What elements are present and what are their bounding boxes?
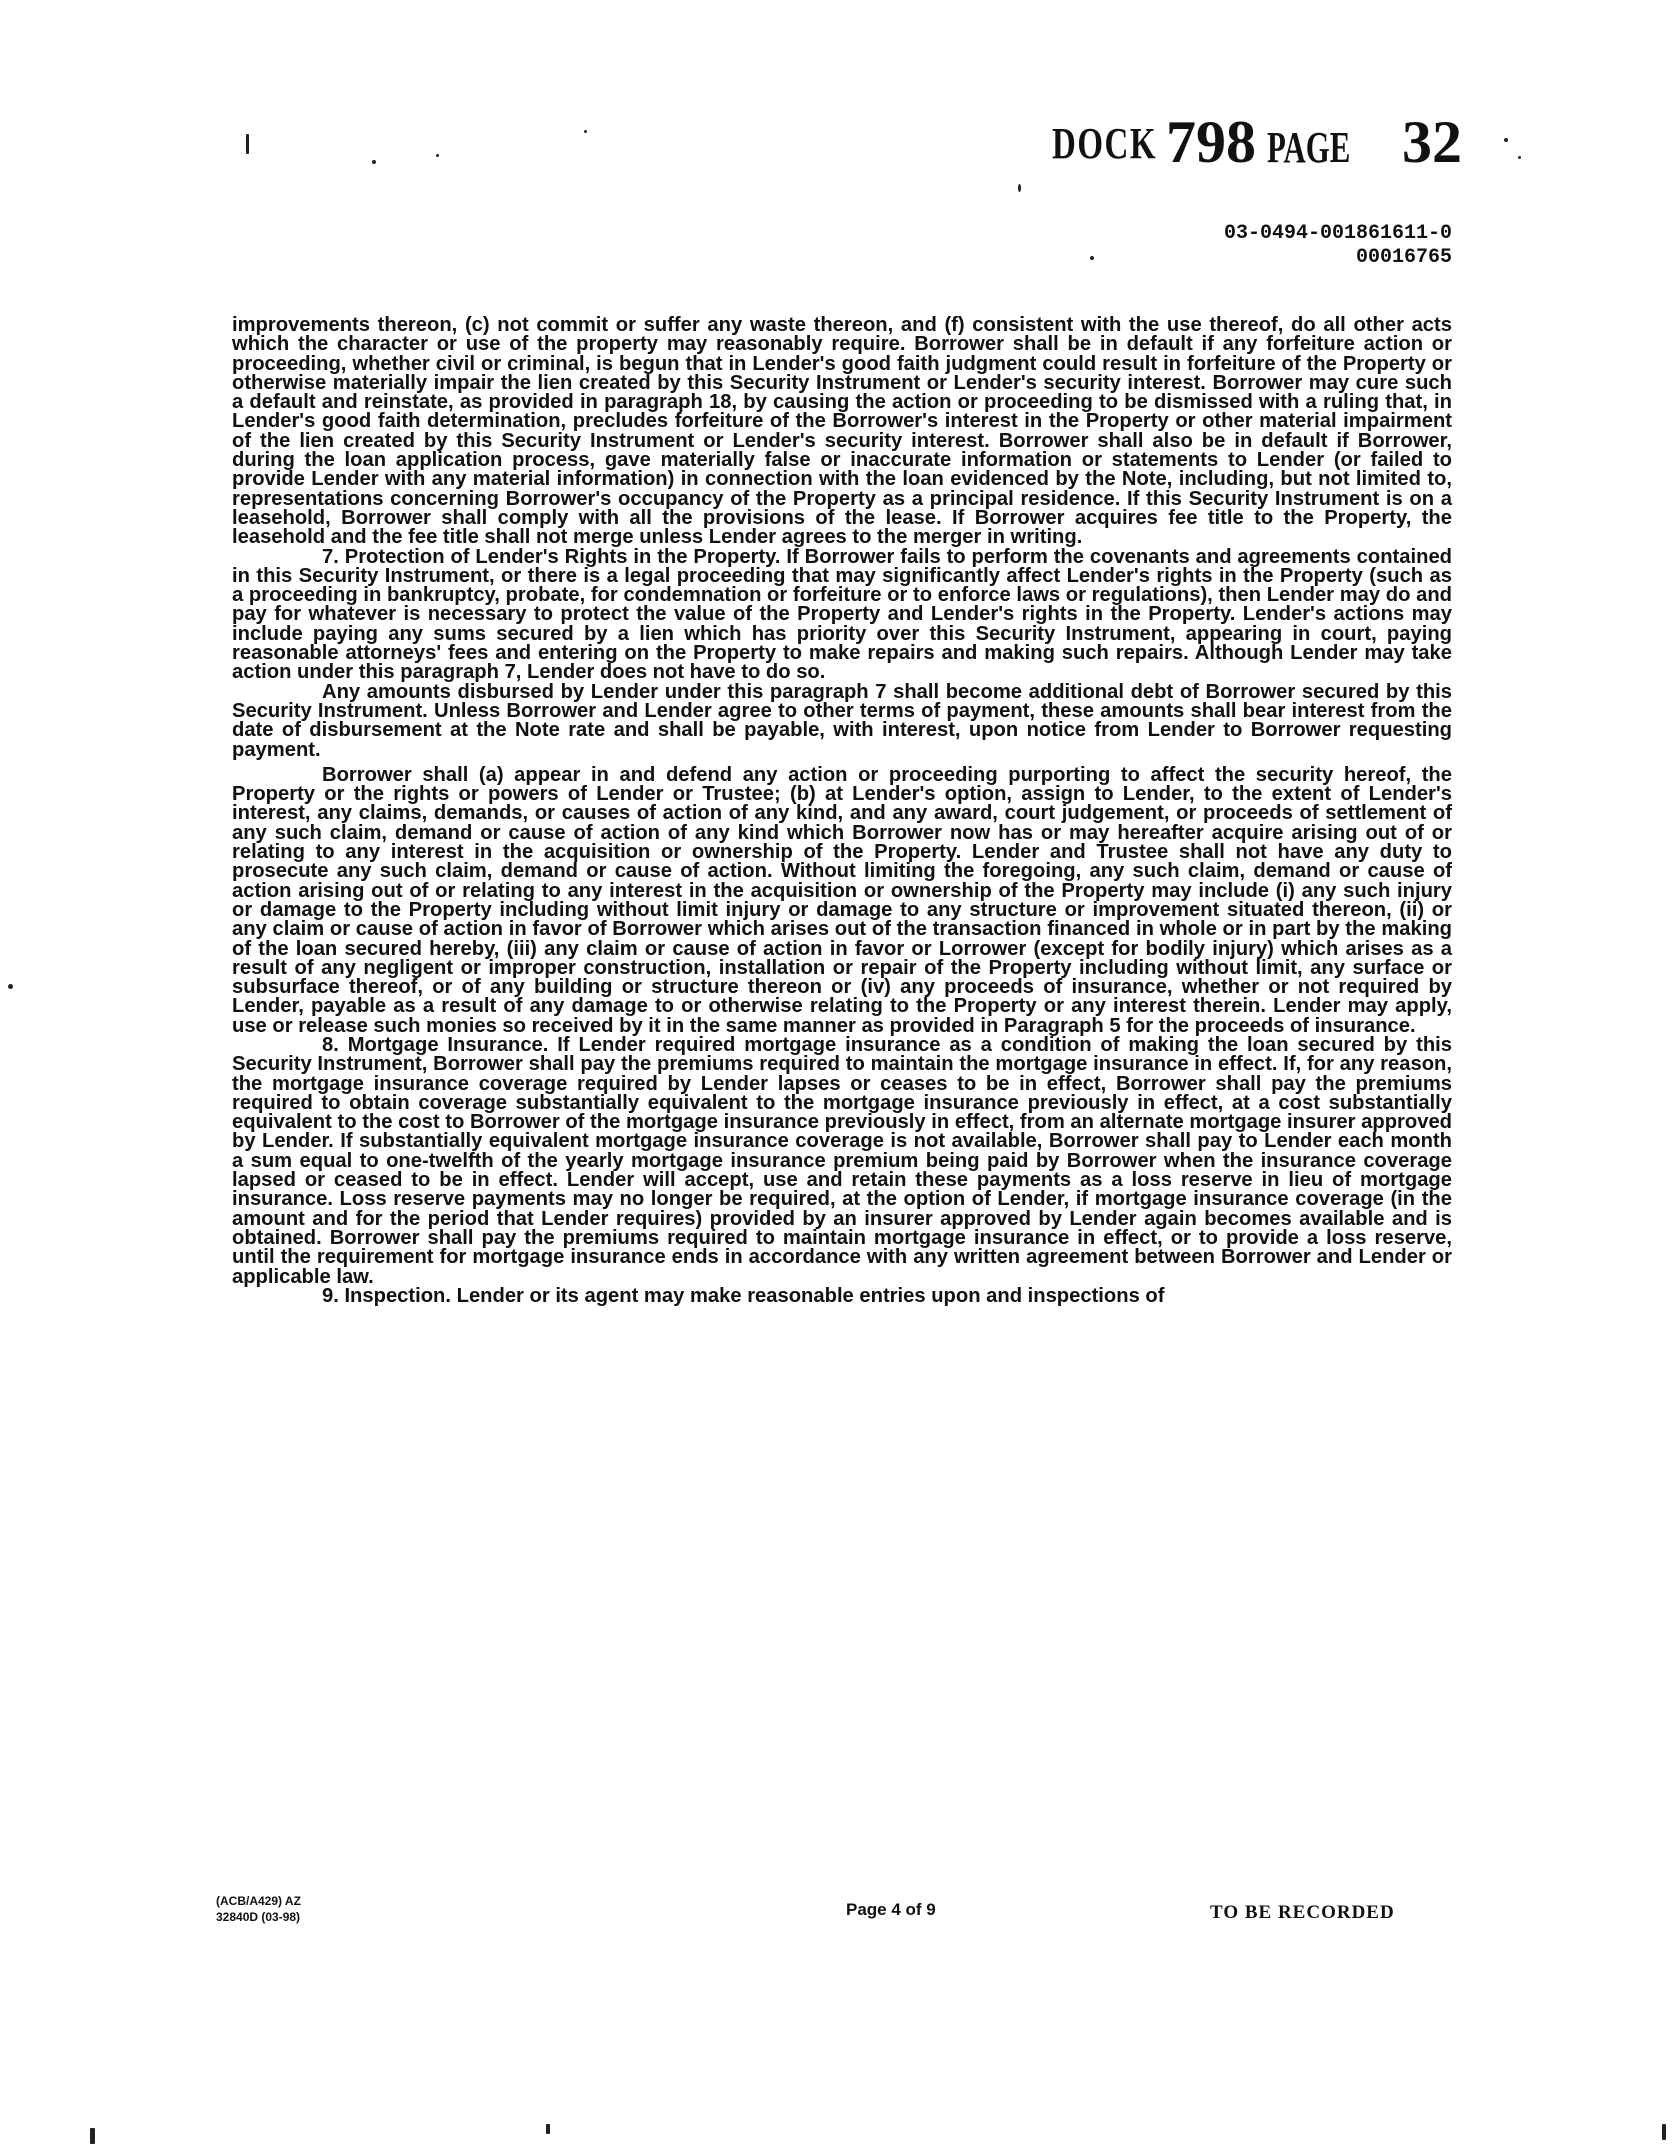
paragraph-amounts-disbursed: Any amounts disbursed by Lender under this paragraph 7 shall become additional debt of Borrower secured by this Security Instrument. Unless Borrower and Lender agree to other terms of payment, these amounts shall bear interest from the date of disbursement at the Note rate and shall be payable, with interest, upon notice from Lender to Borrower requesting payment. (232, 680, 1452, 761)
scan-speck (1504, 138, 1508, 142)
page-indicator: Page 4 of 9 (846, 1900, 936, 1919)
page-label: PAGE (1267, 123, 1351, 172)
scan-speck (1662, 2124, 1666, 2140)
form-code-line-1: (ACB/A429) AZ (216, 1894, 301, 1908)
scan-speck (372, 160, 376, 164)
paragraph-borrower-shall: Borrower shall (a) appear in and defend any action or proceeding purporting to affect the security hereof, the Property or the rights or powers of Lender or Trustee; (b) at Lender's option, assign to Lender, to the extent of Lender's interest, any claims, demands, or causes of action of any kind, and any award, court judgement, or proceeds of settlement of any such claim, demand or cause of action of any kind which Borrower now has or may hereafter acquire arising out of or relating to any interest in the acquisition or ownership of the Property. Lender and Trustee shall not have any duty to prosecute any such claim, demand or cause of action. Without limiting the foregoing, any such claim, demand or cause of action arising out of or relating to any interest in the acquisition or ownership of the Property may include (i) any such injury or damage to the Property including without limit injury or damage to any structure or improvement situated thereon, (ii) or any claim or cause of action in favor of Borrower which arises out of the transaction financed in whole or in part by the making of the loan secured hereby, (iii) any claim or cause of action in favor or Lorrower (except for bodily injury) which arises as a result of any negligent or improper construction, installation or repair of the Property including without limit, any surface or subsurface thereof, or of any building or structure thereon or (iv) any proceeds of insurance, whether or not required by Lender, payable as a result of any damage to or otherwise relating to the Property or any interest therein. Lender may apply, use or release such monies so received by it in the same manner as provided in Paragraph 5 for the proceeds of insurance. (232, 763, 1452, 1037)
paragraph-9-inspection: 9. Inspection. Lender or its agent may make reasonable entries upon and inspections of (322, 1284, 1165, 1307)
scan-speck (546, 2124, 550, 2134)
book-page-stamp (1052, 109, 1462, 175)
document-body (232, 316, 1452, 1306)
loan-number-block (1224, 222, 1452, 270)
scan-speck (1090, 256, 1094, 260)
scan-speck (8, 984, 13, 989)
page-number: 32 (1402, 109, 1462, 175)
dock-label: DOCK (1052, 119, 1157, 168)
scan-speck (90, 2128, 95, 2144)
scan-speck (1018, 184, 1021, 192)
recorded-notice: TO BE RECORDED (1210, 1902, 1395, 1923)
form-code-line-2: 32840D (03-98) (216, 1910, 301, 1924)
scan-speck (246, 134, 249, 154)
scan-speck (1518, 156, 1521, 159)
scan-speck (584, 130, 587, 133)
form-code (216, 1893, 301, 1925)
dock-number: 798 (1166, 109, 1256, 175)
loan-sub-number: 00016765 (1355, 246, 1452, 269)
loan-number: 03-0494-001861611-0 (1223, 222, 1452, 245)
paragraph-8-mortgage-insurance: 8. Mortgage Insurance. If Lender required mortgage insurance as a condition of making the loan secured by this Security Instrument, Borrower shall pay the premiums required to maintain the mortgage insurance in effect. If, for any reason, the mortgage insurance coverage required by Lender lapses or ceases to be in effect, Borrower shall pay the premiums required to obtain coverage substantially equivalent to the mortgage insurance previously in effect, at a cost substantially equivalent to the cost to Borrower of the mortgage insurance previously in effect, from an alternate mortgage insurer approved by Lender. If substantially equivalent mortgage insurance coverage is not available, Borrower shall pay to Lender each month a sum equal to one-twelfth of the yearly mortgage insurance premium being paid by Borrower when the insurance coverage lapsed or ceased to be in effect. Lender will accept, use and retain these payments as a loss reserve in lieu of mortgage insurance. Loss reserve payments may no longer be required, at the option of Lender, if mortgage insurance coverage (in the amount and for the period that Lender requires) provided by an insurer approved by Lender again becomes available and is obtained. Borrower shall pay the premiums required to maintain mortgage insurance in effect, or to provide a loss reserve, until the requirement for mortgage insurance ends in accordance with any written agreement between Borrower and Lender or applicable law. (232, 1033, 1452, 1288)
paragraph-improvements: improvements thereon, (c) not commit or suffer any waste thereon, and (f) consistent with the use thereof, do all other acts which the character or use of the property may reasonably require. Borrower shall be in default if any forfeiture action or proceeding, whether civil or criminal, is begun that in Lender's good faith judgment could result in forfeiture of the Property or otherwise materially impair the lien created by this Security Instrument or Lender's security interest. Borrower may cure such a default and reinstate, as provided in paragraph 18, by causing the action or proceeding to be dismissed with a ruling that, in Lender's good faith determination, precludes forfeiture of the Borrower's interest in the Property or other material impairment of the lien created by this Security Instrument or Lender's security interest. Borrower shall also be in default if Borrower, during the loan application process, gave materially false or inaccurate information or statements to Lender (or failed to provide Lender with any material information) in connection with the loan evidenced by the Note, including, but not limited to, representations concerning Borrower's occupancy of the Property as a principal residence. If this Security Instrument is on a leasehold, Borrower shall comply with all the provisions of the lease. If Borrower acquires fee title to the Property, the leasehold and the fee title shall not merge unless Lender agrees to the merger in writing. (232, 314, 1452, 549)
paragraph-7-protection: 7. Protection of Lender's Rights in the Property. If Borrower fails to perform the covenants and agreements contained in this Security Instrument, or there is a legal proceeding that may significantly affect Lender's rights in the Property (such as a proceeding in bankruptcy, probate, for condemnation or forfeiture or to enforce laws or regulations), then Lender may do and pay for whatever is necessary to protect the value of the Property and Lender's rights in the Property. Lender's actions may include paying any sums secured by a lien which has priority over this Security Instrument, appearing in court, paying reasonable attorneys' fees and entering on the Property to make repairs and making such repairs. Although Lender may take action under this paragraph 7, Lender does not have to do so. (232, 545, 1452, 684)
scan-speck (436, 154, 439, 157)
